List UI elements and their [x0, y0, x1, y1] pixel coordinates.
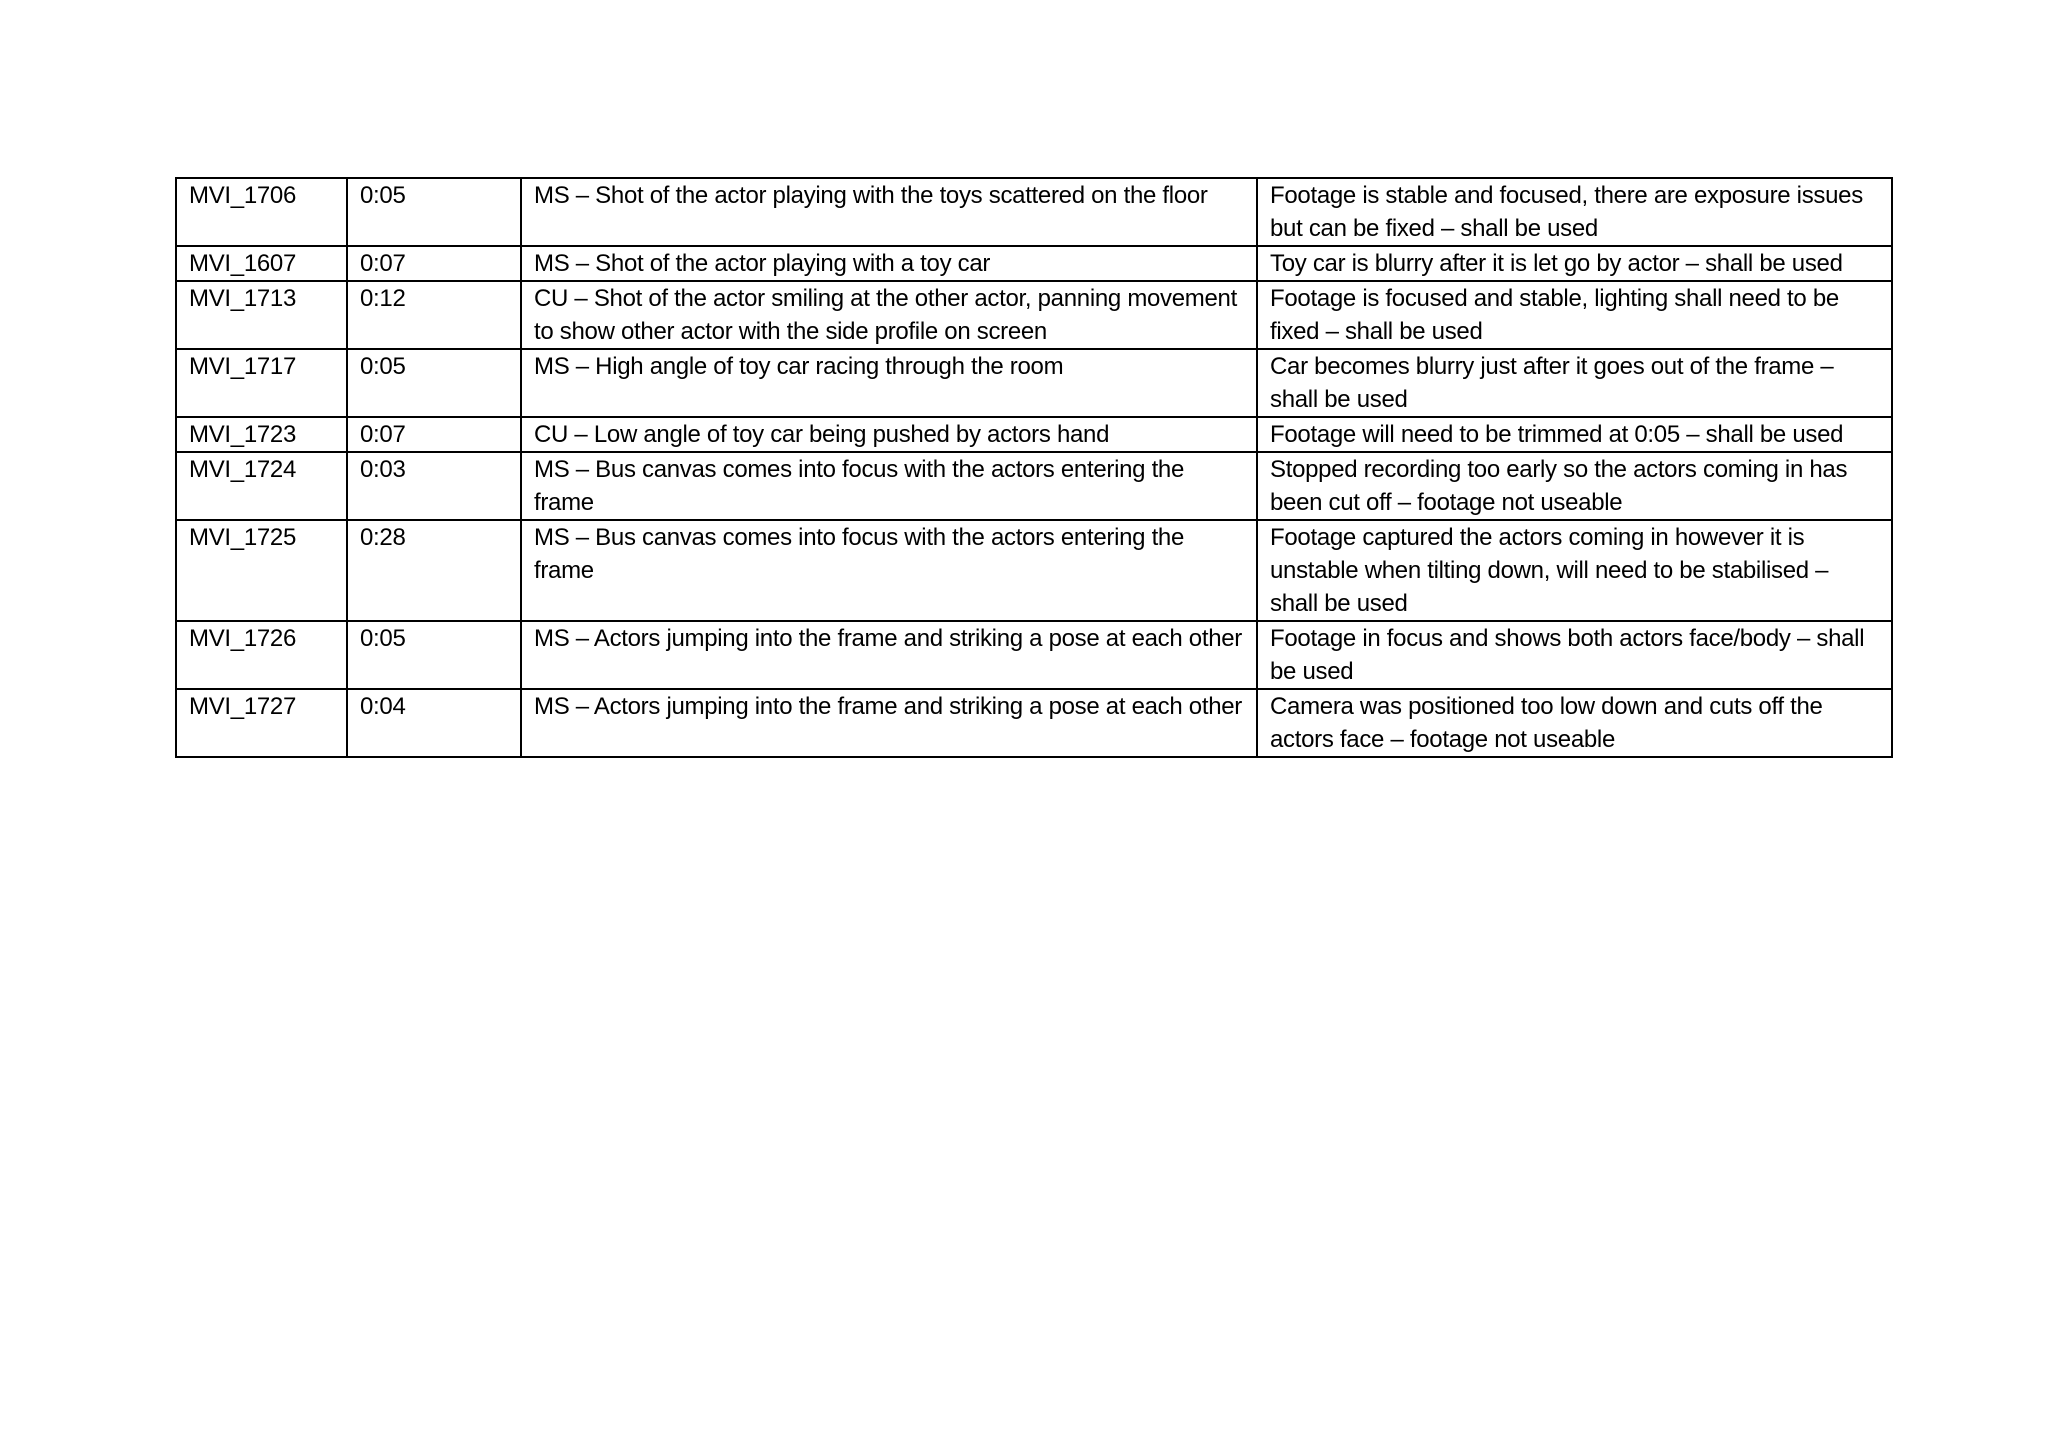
duration-cell: 0:05: [347, 349, 521, 417]
shot-description-cell: CU – Low angle of toy car being pushed by actors hand: [521, 417, 1257, 452]
comment-cell: Footage in focus and shows both actors face/body – shall be used: [1257, 621, 1892, 689]
file-name-cell: MVI_1725: [176, 520, 347, 621]
file-name-cell: MVI_1724: [176, 452, 347, 520]
table-row: [176, 689, 1892, 757]
table-row: [176, 417, 1892, 452]
comment-cell: Stopped recording too early so the actors coming in has been cut off – footage not useable: [1257, 452, 1892, 520]
duration-cell: 0:12: [347, 281, 521, 349]
table-row: [176, 349, 1892, 417]
file-name-cell: MVI_1713: [176, 281, 347, 349]
table-row: [176, 178, 1892, 246]
comment-cell: Footage is stable and focused, there are exposure issues but can be fixed – shall be used: [1257, 178, 1892, 246]
shot-description-cell: MS – Shot of the actor playing with the toys scattered on the floor: [521, 178, 1257, 246]
file-name-cell: MVI_1726: [176, 621, 347, 689]
duration-cell: 0:05: [347, 178, 521, 246]
table-row: [176, 520, 1892, 621]
duration-cell: 0:28: [347, 520, 521, 621]
file-name-cell: MVI_1607: [176, 246, 347, 281]
comment-cell: Footage is focused and stable, lighting shall need to be fixed – shall be used: [1257, 281, 1892, 349]
table-row: [176, 452, 1892, 520]
comment-cell: Toy car is blurry after it is let go by actor – shall be used: [1257, 246, 1892, 281]
comment-cell: Footage captured the actors coming in however it is unstable when tilting down, will need to be stabilised – shall be used: [1257, 520, 1892, 621]
file-name-cell: MVI_1727: [176, 689, 347, 757]
file-name-cell: MVI_1717: [176, 349, 347, 417]
file-name-cell: MVI_1723: [176, 417, 347, 452]
shot-description-cell: MS – Actors jumping into the frame and striking a pose at each other: [521, 689, 1257, 757]
shot-description-cell: MS – Bus canvas comes into focus with the actors entering the frame: [521, 520, 1257, 621]
comment-cell: Footage will need to be trimmed at 0:05 – shall be used: [1257, 417, 1892, 452]
footage-log-table: [175, 177, 1893, 758]
shot-description-cell: MS – Shot of the actor playing with a toy car: [521, 246, 1257, 281]
comment-cell: Camera was positioned too low down and cuts off the actors face – footage not useable: [1257, 689, 1892, 757]
table-row: [176, 281, 1892, 349]
shot-description-cell: CU – Shot of the actor smiling at the other actor, panning movement to show other actor with the side profile on screen: [521, 281, 1257, 349]
comment-cell: Car becomes blurry just after it goes out of the frame – shall be used: [1257, 349, 1892, 417]
shot-description-cell: MS – High angle of toy car racing through the room: [521, 349, 1257, 417]
file-name-cell: MVI_1706: [176, 178, 347, 246]
duration-cell: 0:07: [347, 417, 521, 452]
duration-cell: 0:03: [347, 452, 521, 520]
duration-cell: 0:05: [347, 621, 521, 689]
table-row: [176, 246, 1892, 281]
shot-description-cell: MS – Actors jumping into the frame and striking a pose at each other: [521, 621, 1257, 689]
table-row: [176, 621, 1892, 689]
shot-description-cell: MS – Bus canvas comes into focus with the actors entering the frame: [521, 452, 1257, 520]
duration-cell: 0:04: [347, 689, 521, 757]
duration-cell: 0:07: [347, 246, 521, 281]
